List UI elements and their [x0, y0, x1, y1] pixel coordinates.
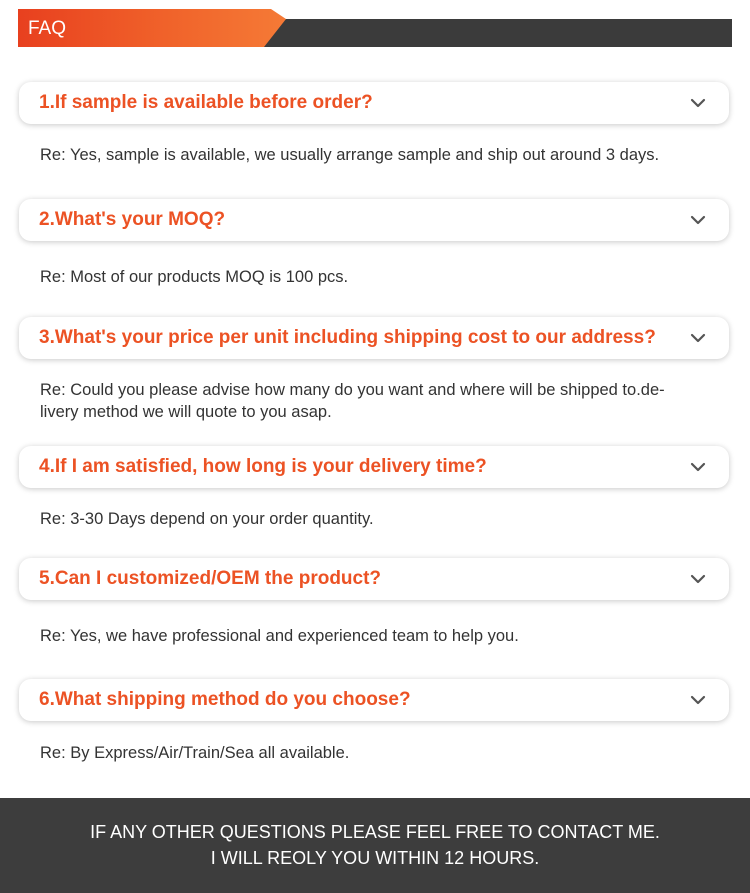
chevron-down-icon[interactable]	[689, 329, 707, 347]
faq-question-6[interactable]	[19, 679, 729, 721]
chevron-down-icon[interactable]	[689, 458, 707, 476]
faq-answer-1: Re: Yes, sample is available, we usually arrange sample and ship out around 3 days.	[40, 146, 660, 164]
header-dark-bar	[250, 19, 732, 47]
chevron-down-icon[interactable]	[689, 691, 707, 709]
footer-contact-banner	[0, 798, 750, 893]
faq-answer-6: Re: By Express/Air/Train/Sea all available.	[40, 744, 350, 762]
faq-answer-3-line-1: Re: Could you please advise how many do you want and where will be shipped to.de-	[40, 381, 665, 399]
faq-question-1[interactable]	[19, 82, 729, 124]
faq-answer-2: Re: Most of our products MOQ is 100 pcs.	[40, 268, 349, 286]
faq-question-5[interactable]	[19, 558, 729, 600]
faq-header	[0, 0, 750, 62]
chevron-down-icon[interactable]	[689, 211, 707, 229]
faq-title: FAQ	[28, 18, 67, 39]
faq-question-3[interactable]	[19, 317, 729, 359]
question-text: 3.What's your price per unit including shipping cost to our address?	[39, 327, 656, 348]
faq-answer-3-line-2: livery method we will quote to you asap.	[40, 403, 332, 421]
faq-answer-5: Re: Yes, we have professional and experienced team to help you.	[40, 627, 519, 645]
footer-line-1: IF ANY OTHER QUESTIONS PLEASE FEEL FREE TO CONTACT ME.	[90, 822, 660, 842]
question-text: 5.Can I customized/OEM the product?	[39, 568, 382, 589]
faq-question-2[interactable]	[19, 199, 729, 241]
footer-line-2: I WILL REOLY YOU WITHIN 12 HOURS.	[210, 848, 540, 868]
faq-question-4[interactable]	[19, 446, 729, 488]
question-text: 2.What's your MOQ?	[39, 209, 226, 230]
question-text: 4.If I am satisfied, how long is your delivery time?	[39, 456, 487, 477]
question-text: 6.What shipping method do you choose?	[39, 689, 411, 710]
chevron-down-icon[interactable]	[689, 570, 707, 588]
chevron-down-icon[interactable]	[689, 94, 707, 112]
question-text: 1.If sample is available before order?	[39, 92, 373, 113]
faq-answer-4: Re: 3-30 Days depend on your order quantity.	[40, 510, 374, 528]
